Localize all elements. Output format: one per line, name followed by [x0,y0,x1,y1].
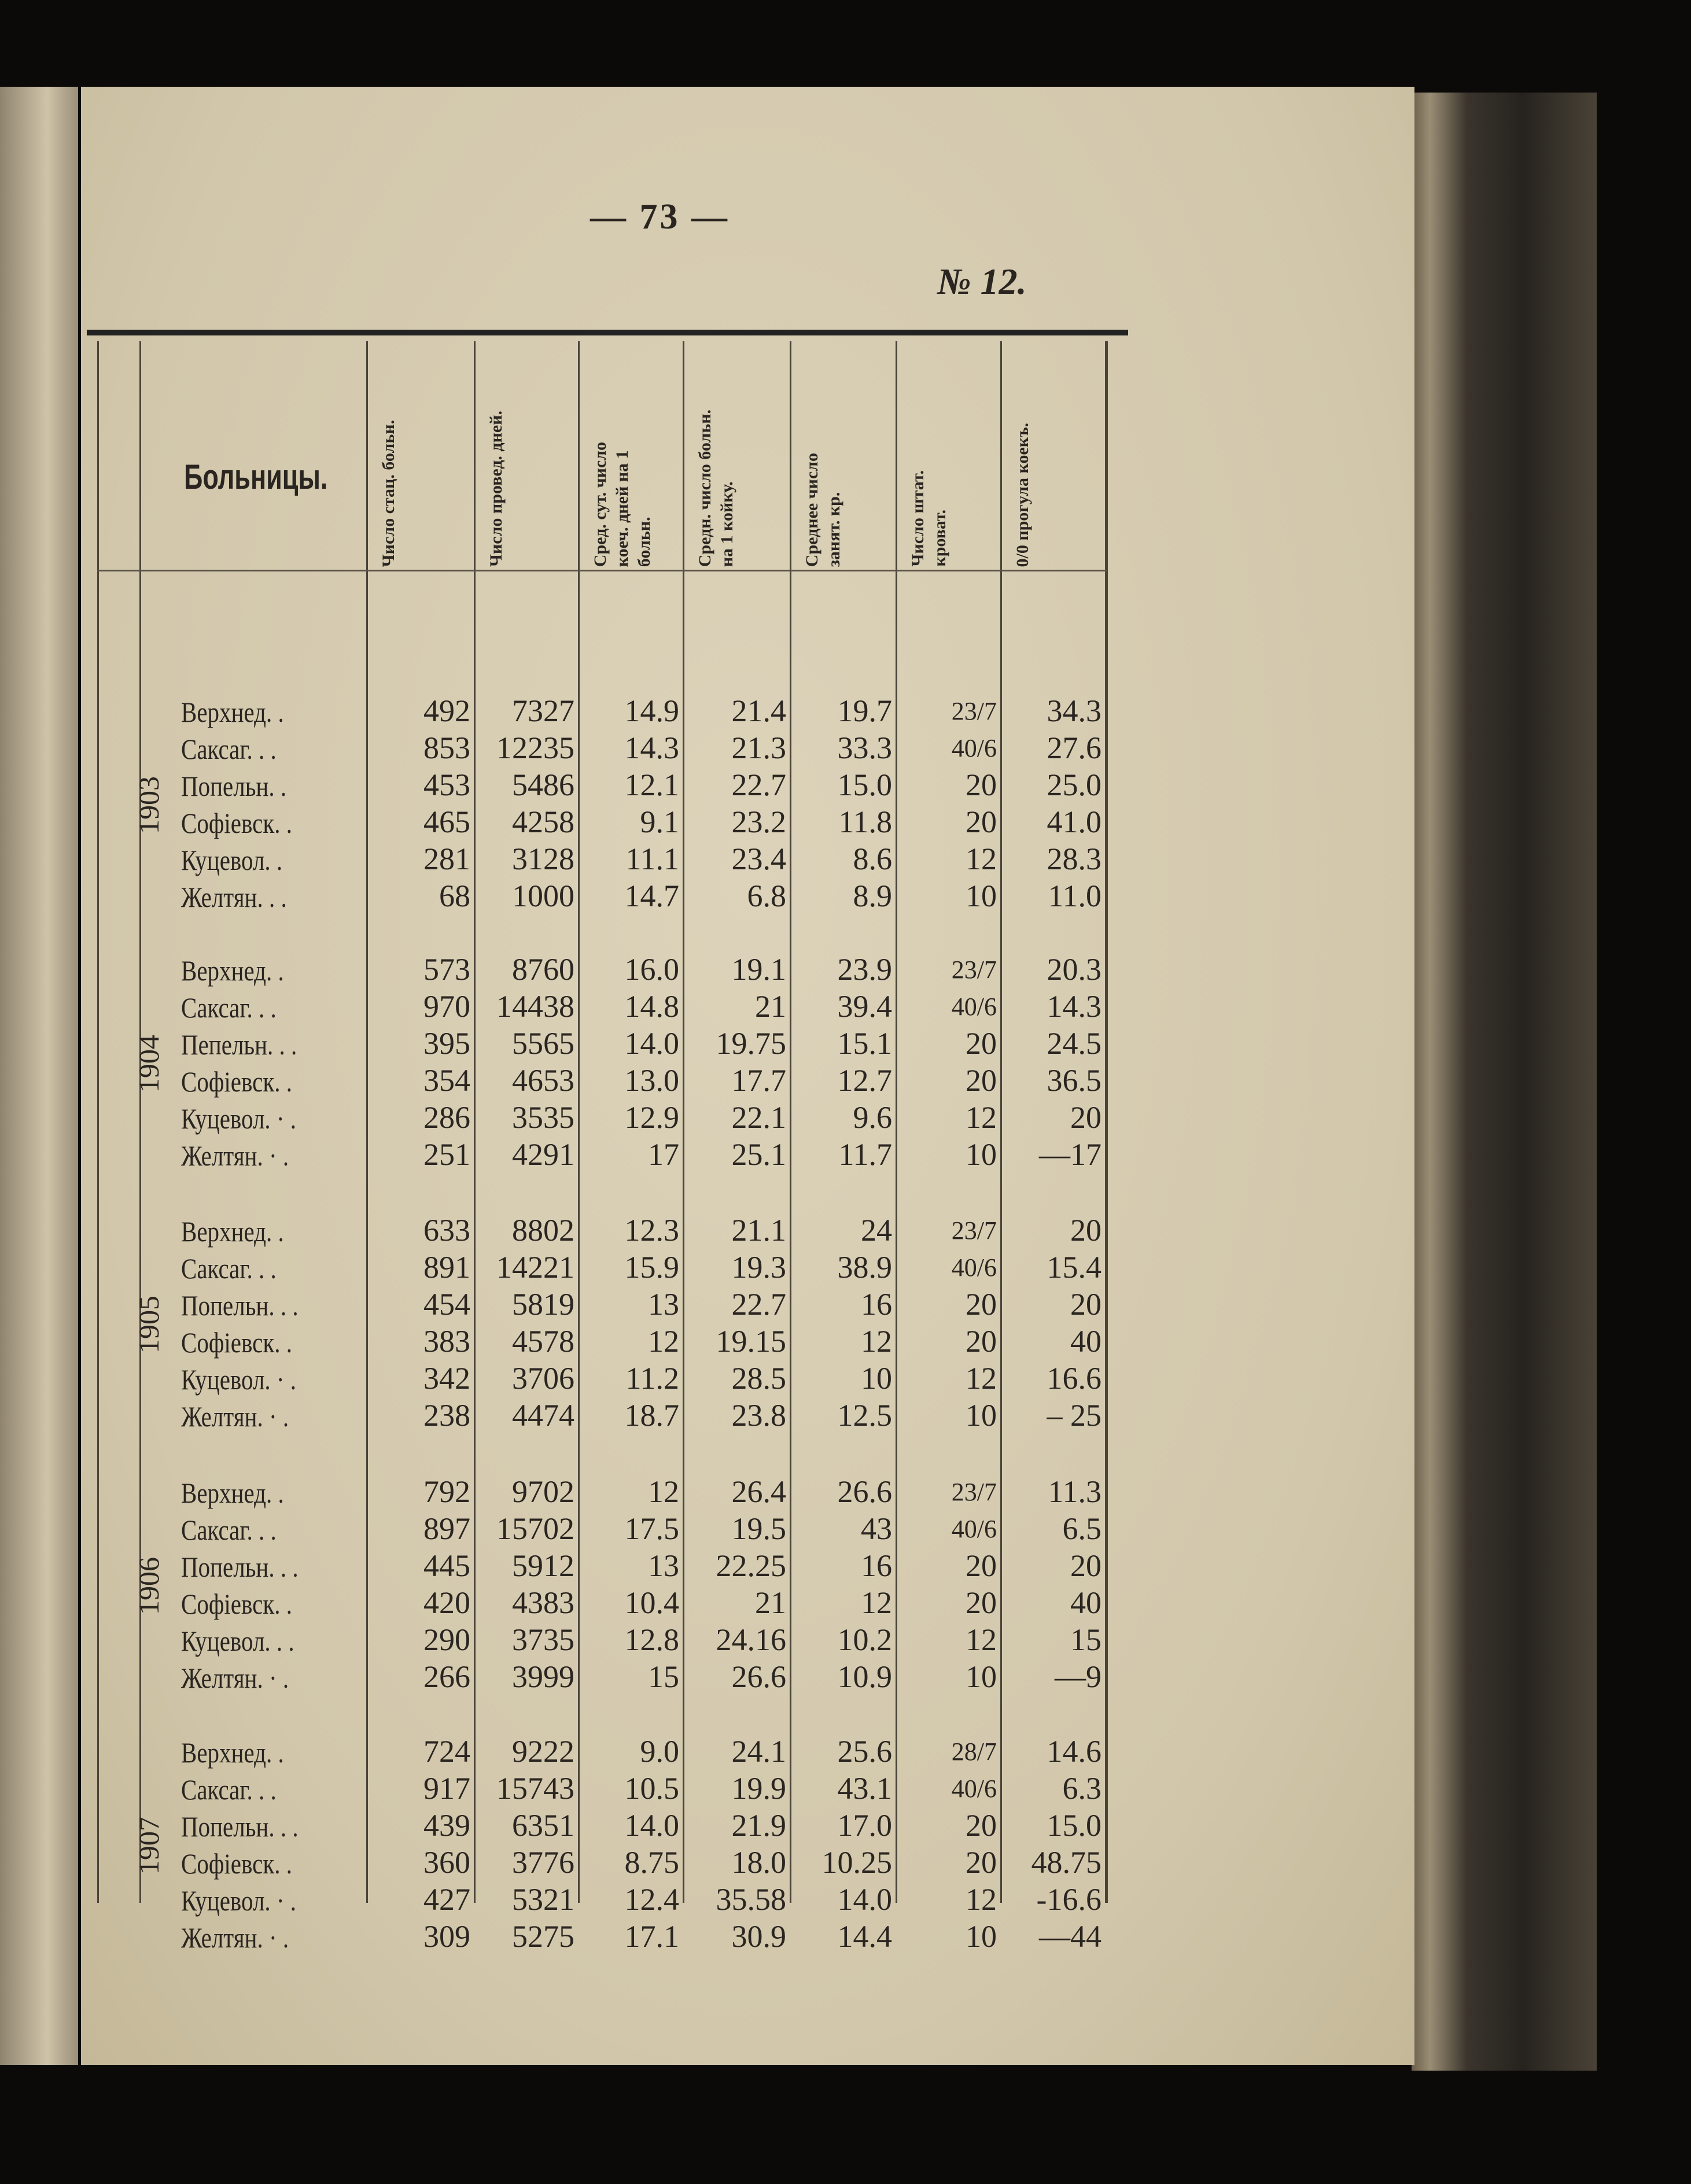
table-cell: 9.6 [853,1100,892,1135]
table-cell: 40 [1070,1324,1101,1359]
table-cell: 4474 [512,1398,574,1433]
table-cell: 15.4 [1047,1250,1101,1285]
table-cell: 891 [423,1250,470,1285]
column-header [907,347,994,567]
table-cell: 792 [423,1474,470,1509]
column-header-label: Число провед. дней. [487,410,506,567]
table-cell: 14.7 [624,879,679,913]
hospital-name: Пепельн. . . [181,1028,297,1061]
table-cell: 17.1 [624,1919,679,1954]
table-cell: 15 [1070,1622,1101,1657]
table-cell: 5321 [512,1882,574,1917]
hospital-statistics-table [97,341,1107,1954]
table-cell: 281 [423,842,470,876]
hospital-name: Софіевск. . [181,1065,292,1098]
table-cell: 7327 [512,693,574,728]
table-cell: 19.9 [731,1771,786,1806]
table-cell: 8.6 [853,842,892,876]
table-cell: —9 [1055,1659,1101,1694]
table-cell: 17.0 [837,1808,892,1843]
fraction-value: 28/7 [951,1737,997,1766]
table-cell: 20 [1070,1213,1101,1248]
table-cell: 12.7 [837,1063,892,1098]
table-cell: 18.0 [731,1845,786,1880]
table-cell: 20 [966,1548,997,1583]
table-cell: 10 [966,1659,997,1694]
hospital-name: Куцевол. . . [181,1625,294,1657]
table-cell: 11.3 [1048,1474,1101,1509]
table-cell: 8760 [512,952,574,987]
table-cell: 17 [648,1137,679,1172]
table-cell: 354 [423,1063,470,1098]
table-cell: 17.5 [624,1511,679,1546]
column-header-label: 0/0 прогула коекъ. [1013,422,1032,567]
hospital-name: Саксаг. . . [181,991,277,1024]
table-cell: 897 [423,1511,470,1546]
hospital-name: Верхнед. . [181,1215,284,1248]
table-cell: 28.3 [1047,842,1101,876]
table-cell: 27.6 [1047,731,1101,765]
table-cell: 33.3 [837,731,892,765]
year-label: 1905 [132,1296,165,1353]
table-cell: 6.8 [747,879,786,913]
table-cell: 15 [648,1659,679,1694]
table-cell: 9.0 [640,1734,679,1769]
column-header-label: Среднее число занят. кр. [802,452,843,567]
table-cell: 4383 [512,1585,574,1620]
page-number: — 73 — [590,197,730,237]
hospital-name: Куцевол. · . [181,1363,297,1396]
table-cell: 10.25 [821,1845,892,1880]
table-cell: 17.7 [731,1063,786,1098]
table-cell: 11.0 [1048,879,1101,913]
table-cell: 20.3 [1047,952,1101,987]
table-cell: 12 [861,1324,892,1359]
table-cell: 26.6 [731,1659,786,1694]
table-cell: 21.4 [731,693,786,728]
year-label: 1906 [132,1557,165,1615]
table-cell: 26.4 [731,1474,786,1509]
table-cell: 25.1 [731,1137,786,1172]
table-cell: 20 [1070,1287,1101,1322]
table-cell: 35.58 [716,1882,786,1917]
table-cell: 5275 [512,1919,574,1954]
table-cell: 30.9 [731,1919,786,1954]
table-title: Больницы. [184,458,328,496]
column-header-label: Сред. сут. число коеч. дней на 1 больн. [591,441,654,567]
column-header [485,347,572,567]
table-cell: 360 [423,1845,470,1880]
table-cell: 4258 [512,805,574,839]
table-cell: 309 [423,1919,470,1954]
table-cell: 251 [423,1137,470,1172]
table-cell: 21 [755,1585,786,1620]
table-cell: 12.9 [624,1100,679,1135]
table-cell: 20 [966,1026,997,1061]
table-cell: 10.2 [837,1622,892,1657]
table-cell: 24 [861,1213,892,1248]
table-cell: 25.0 [1047,768,1101,802]
table-cell: —44 [1039,1919,1101,1954]
table-cell: 12 [966,1361,997,1396]
table-cell: 16 [861,1287,892,1322]
table-cell: 12235 [496,731,574,765]
hospital-name: Саксаг. . . [181,1252,277,1285]
header-rule [87,330,1128,335]
table-cell: 26.6 [837,1474,892,1509]
table-cell: 3706 [512,1361,574,1396]
table-cell: 16 [861,1548,892,1583]
table-cell: 12 [966,1882,997,1917]
table-cell: 48.75 [1031,1845,1101,1880]
table-cell: 21.9 [731,1808,786,1843]
table-cell: 12.8 [624,1622,679,1657]
table-cell: 9.1 [640,805,679,839]
table-cell: 8.75 [624,1845,679,1880]
column-header [378,347,468,567]
table-cell: -16.6 [1036,1882,1101,1917]
table-cell: 12 [648,1324,679,1359]
fraction-value: 40/6 [951,1253,997,1282]
table-cell: 15.1 [837,1026,892,1061]
column-header-label: Средн. число больн. на 1 койку. [695,409,736,567]
table-cell: 20 [966,768,997,802]
column-divider [139,341,141,1903]
table-cell: 38.9 [837,1250,892,1285]
table-cell: 395 [423,1026,470,1061]
table-cell: 445 [423,1548,470,1583]
table-cell: 15.0 [1047,1808,1101,1843]
hospital-name: Софіевск. . [181,1326,292,1359]
table-cell: 40 [1070,1585,1101,1620]
table-cell: 16.6 [1047,1361,1101,1396]
table-cell: 20 [1070,1548,1101,1583]
table-cell: 917 [423,1771,470,1806]
table-cell: 24.5 [1047,1026,1101,1061]
table-cell: 20 [966,805,997,839]
table-cell: 20 [966,1808,997,1843]
table-cell: 10 [966,879,997,913]
table-cell: 22.7 [731,768,786,802]
table-cell: 853 [423,731,470,765]
table-cell: 20 [966,1585,997,1620]
year-label: 1904 [132,1035,165,1093]
table-cell: 10.5 [624,1771,679,1806]
fraction-value: 23/7 [951,697,997,725]
table-cell: 15.9 [624,1250,679,1285]
table-cell: 14.0 [624,1026,679,1061]
table-cell: 19.1 [731,952,786,987]
table-cell: – 25 [1047,1398,1101,1433]
table-cell: 19.15 [716,1324,786,1359]
table-cell: 43.1 [837,1771,892,1806]
table-cell: 14.4 [837,1919,892,1954]
hospital-name: Софіевск. . [181,1847,292,1880]
table-cell: 12 [861,1585,892,1620]
table-cell: 19.7 [837,693,892,728]
fraction-value: 23/7 [951,956,997,984]
table-cell: 23.4 [731,842,786,876]
table-cell: 427 [423,1882,470,1917]
table-cell: 12 [966,1100,997,1135]
table-cell: 3776 [512,1845,574,1880]
hospital-name: Куцевол. · . [181,1102,297,1135]
table-cell: 3535 [512,1100,574,1135]
hospital-name: Желтян. · . [181,1921,289,1954]
table-cell: 13.0 [624,1063,679,1098]
table-cell: 20 [1070,1100,1101,1135]
table-cell: 18.7 [624,1398,679,1433]
fraction-value: 40/6 [951,734,997,762]
hospital-name: Желтян. . . [181,881,287,913]
hospital-name: Куцевол. · . [181,1884,297,1917]
fraction-value: 40/6 [951,993,997,1021]
table-cell: 10 [861,1361,892,1396]
table-cell: 454 [423,1287,470,1322]
table-cell: 68 [439,879,470,913]
table-cell: 22.25 [716,1548,786,1583]
table-cell: 10 [966,1919,997,1954]
table-cell: 12 [648,1474,679,1509]
table-cell: 4653 [512,1063,574,1098]
hospital-name: Попельн. . . [181,1810,299,1843]
table-cell: 14.9 [624,693,679,728]
table-cell: 15.0 [837,768,892,802]
table-cell: 12 [966,1622,997,1657]
column-header [801,347,890,567]
table-cell: 14.8 [624,989,679,1024]
hospital-name: Попельн. . . [181,1551,299,1583]
table-cell: 20 [966,1287,997,1322]
hospital-name: Куцевол. . [181,844,283,876]
table-cell: 21 [755,989,786,1024]
table-cell: 465 [423,805,470,839]
hospital-name: Саксаг. . . [181,733,277,765]
table-cell: 14438 [496,989,574,1024]
table-cell: 20 [966,1324,997,1359]
table-cell: 3735 [512,1622,574,1657]
column-header [590,347,677,567]
fraction-value: 23/7 [951,1478,997,1506]
table-cell: 39.4 [837,989,892,1024]
table-cell: 573 [423,952,470,987]
fraction-value: 40/6 [951,1515,997,1543]
table-cell: 19.5 [731,1511,786,1546]
year-label: 1907 [132,1817,165,1875]
column-header-label: Число штат. кроват. [908,470,949,567]
table-cell: 15743 [496,1771,574,1806]
year-label: 1903 [132,776,165,834]
hospital-name: Попельн. . [181,770,287,802]
table-cell: 439 [423,1808,470,1843]
table-cell: 3128 [512,842,574,876]
hospital-name: Верхнед. . [181,1477,284,1509]
table-cell: 12.3 [624,1213,679,1248]
table-cell: 23.2 [731,805,786,839]
table-cell: 970 [423,989,470,1024]
fraction-value: 40/6 [951,1774,997,1803]
table-cell: 19.75 [716,1026,786,1061]
hospital-name: Саксаг. . . [181,1514,277,1546]
table-cell: 238 [423,1398,470,1433]
table-cell: 6.5 [1062,1511,1101,1546]
table-cell: 383 [423,1324,470,1359]
table-cell: 12 [966,842,997,876]
table-cell: 34.3 [1047,693,1101,728]
table-cell: 22.1 [731,1100,786,1135]
column-divider [1105,341,1108,1903]
hospital-name: Верхнед. . [181,954,284,987]
table-cell: 11.2 [625,1361,679,1396]
table-cell: 14.6 [1047,1734,1101,1769]
table-cell: 14.0 [624,1808,679,1843]
table-cell: 492 [423,693,470,728]
table-cell: 19.3 [731,1250,786,1285]
table-cell: 28.5 [731,1361,786,1396]
document-number: № 12. [937,261,1027,302]
hospital-name: Софіевск. . [181,1588,292,1620]
table-cell: 1000 [512,879,574,913]
table-cell: 23.9 [837,952,892,987]
hospital-name: Желтян. · . [181,1139,289,1172]
table-cell: 43 [861,1511,892,1546]
table-cell: 633 [423,1213,470,1248]
table-cell: 12.4 [624,1882,679,1917]
table-cell: 12.5 [837,1398,892,1433]
table-cell: 4578 [512,1324,574,1359]
header-divider [97,570,1107,571]
column-header [1012,347,1099,567]
table-cell: 11.7 [838,1137,892,1172]
table-cell: 266 [423,1659,470,1694]
table-cell: 23.8 [731,1398,786,1433]
table-cell: 20 [966,1845,997,1880]
table-cell: 290 [423,1622,470,1657]
table-cell: 5565 [512,1026,574,1061]
table-cell: —17 [1039,1137,1101,1172]
table-cell: 14221 [496,1250,574,1285]
document-page [81,87,1414,2065]
column-header [694,347,784,567]
table-cell: 24.16 [716,1622,786,1657]
hospital-name: Попельн. . . [181,1289,299,1322]
table-cell: 8.9 [853,879,892,913]
table-cell: 6351 [512,1808,574,1843]
table-cell: 14.3 [624,731,679,765]
table-cell: 3999 [512,1659,574,1694]
table-cell: 22.7 [731,1287,786,1322]
table-cell: 25.6 [837,1734,892,1769]
hospital-name: Желтян. · . [181,1662,289,1694]
hospital-name: Софіевск. . [181,807,292,839]
hospital-name: Верхнед. . [181,1736,284,1769]
table-cell: 10 [966,1398,997,1433]
table-cell: 6.3 [1062,1771,1101,1806]
column-header-label: Число стац. больн. [379,419,398,567]
table-cell: 15702 [496,1511,574,1546]
table-cell: 4291 [512,1137,574,1172]
table-cell: 41.0 [1047,805,1101,839]
table-cell: 21.1 [731,1213,786,1248]
table-cell: 13 [648,1287,679,1322]
table-cell: 11.8 [838,805,892,839]
table-cell: 342 [423,1361,470,1396]
hospital-name: Верхнед. . [181,696,284,728]
table-cell: 5819 [512,1287,574,1322]
table-cell: 12.1 [624,768,679,802]
table-cell: 286 [423,1100,470,1135]
table-cell: 21.3 [731,731,786,765]
table-cell: 420 [423,1585,470,1620]
fraction-value: 23/7 [951,1216,997,1245]
table-cell: 14.3 [1047,989,1101,1024]
table-cell: 36.5 [1047,1063,1101,1098]
table-cell: 10.9 [837,1659,892,1694]
hospital-name: Желтян. · . [181,1400,289,1433]
table-cell: 11.1 [625,842,679,876]
table-cell: 16.0 [624,952,679,987]
table-cell: 5486 [512,768,574,802]
table-cell: 9222 [512,1734,574,1769]
book-edge [1412,93,1597,2071]
table-cell: 24.1 [731,1734,786,1769]
adjacent-left-page [0,87,78,2065]
table-cell: 9702 [512,1474,574,1509]
table-cell: 453 [423,768,470,802]
column-divider [97,341,99,1903]
table-cell: 8802 [512,1213,574,1248]
table-cell: 14.0 [837,1882,892,1917]
table-cell: 5912 [512,1548,574,1583]
table-cell: 10.4 [624,1585,679,1620]
table-cell: 13 [648,1548,679,1583]
table-cell: 10 [966,1137,997,1172]
table-cell: 20 [966,1063,997,1098]
hospital-name: Саксаг. . . [181,1773,277,1806]
table-cell: 724 [423,1734,470,1769]
